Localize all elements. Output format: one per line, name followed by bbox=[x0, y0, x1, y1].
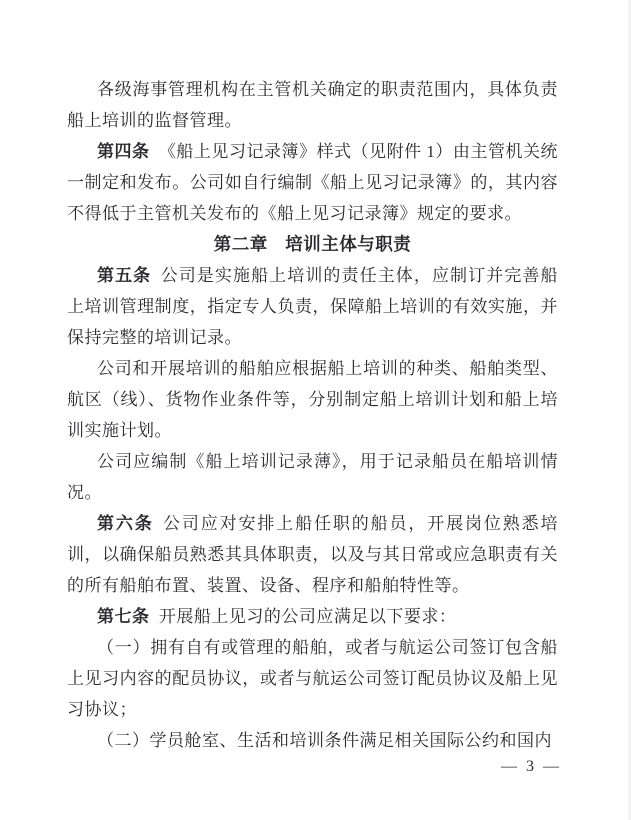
paragraph-text: 《船上见习记录簿》样式（见附件 1）由主管机关统一制定和发布。公司如自行编制《船上见习记录簿》的，其内容不得低于主管机关发布的《船上见习记录簿》规定的要求。 bbox=[67, 142, 558, 223]
article-paragraph bbox=[67, 260, 558, 353]
article-number: 第七条 bbox=[97, 607, 150, 626]
paragraph-text: 公司应对安排上船任职的船员，开展岗位熟悉培训，以确保船员熟悉其具体职责，以及与其日常或应急职责有关的所有船舶布置、装置、设备、程序和船舶特性等。 bbox=[67, 514, 559, 595]
list-item-paragraph bbox=[67, 632, 558, 725]
article-paragraph bbox=[67, 601, 558, 632]
paragraph bbox=[67, 353, 558, 446]
paragraph-text: 各级海事管理机构在主管机关确定的职责范围内，具体负责船上培训的监督管理。 bbox=[67, 80, 558, 130]
paragraph-text: （二）学员舱室、生活和培训条件满足相关国际公约和国内 bbox=[97, 731, 552, 750]
paragraph-text: 开展船上见习的公司应满足以下要求： bbox=[158, 607, 457, 626]
article-number: 第五条 bbox=[97, 266, 152, 285]
footer-right-dash: — bbox=[543, 758, 559, 775]
article-paragraph bbox=[67, 508, 558, 601]
page-number-footer bbox=[501, 757, 559, 777]
paragraph-text: 公司应编制《船上培训记录薄》，用于记录船员在船培训情况。 bbox=[67, 452, 558, 502]
article-number: 第六条 bbox=[97, 514, 154, 533]
paragraph-text: 公司和开展培训的船舶应根据船上培训的种类、船舶类型、航区（线）、货物作业条件等，分别制定船上培训计划和船上培训实施计划。 bbox=[67, 359, 558, 440]
footer-left-dash: — bbox=[501, 758, 517, 775]
paragraph-text: （一）拥有自有或管理的船舶，或者与航运公司签订包含船上见习内容的配员协议，或者与航运公司签订配员协议及船上见习协议； bbox=[67, 638, 558, 719]
chapter-title: 培训主体与职责 bbox=[285, 234, 412, 254]
paragraph bbox=[67, 446, 558, 508]
article-number: 第四条 bbox=[97, 142, 150, 161]
document-body bbox=[67, 74, 558, 756]
chapter-label: 第二章 bbox=[213, 234, 268, 254]
chapter-heading bbox=[67, 229, 558, 260]
list-item-paragraph bbox=[67, 725, 558, 756]
paragraph bbox=[67, 74, 558, 136]
article-paragraph bbox=[67, 136, 558, 229]
paragraph-text: 公司是实施船上培训的责任主体，应制订并完善船上培训管理制度，指定专人负责，保障船上培训的有效实施，并保持完整的培训记录。 bbox=[67, 266, 559, 347]
page-number: 3 bbox=[526, 758, 534, 775]
